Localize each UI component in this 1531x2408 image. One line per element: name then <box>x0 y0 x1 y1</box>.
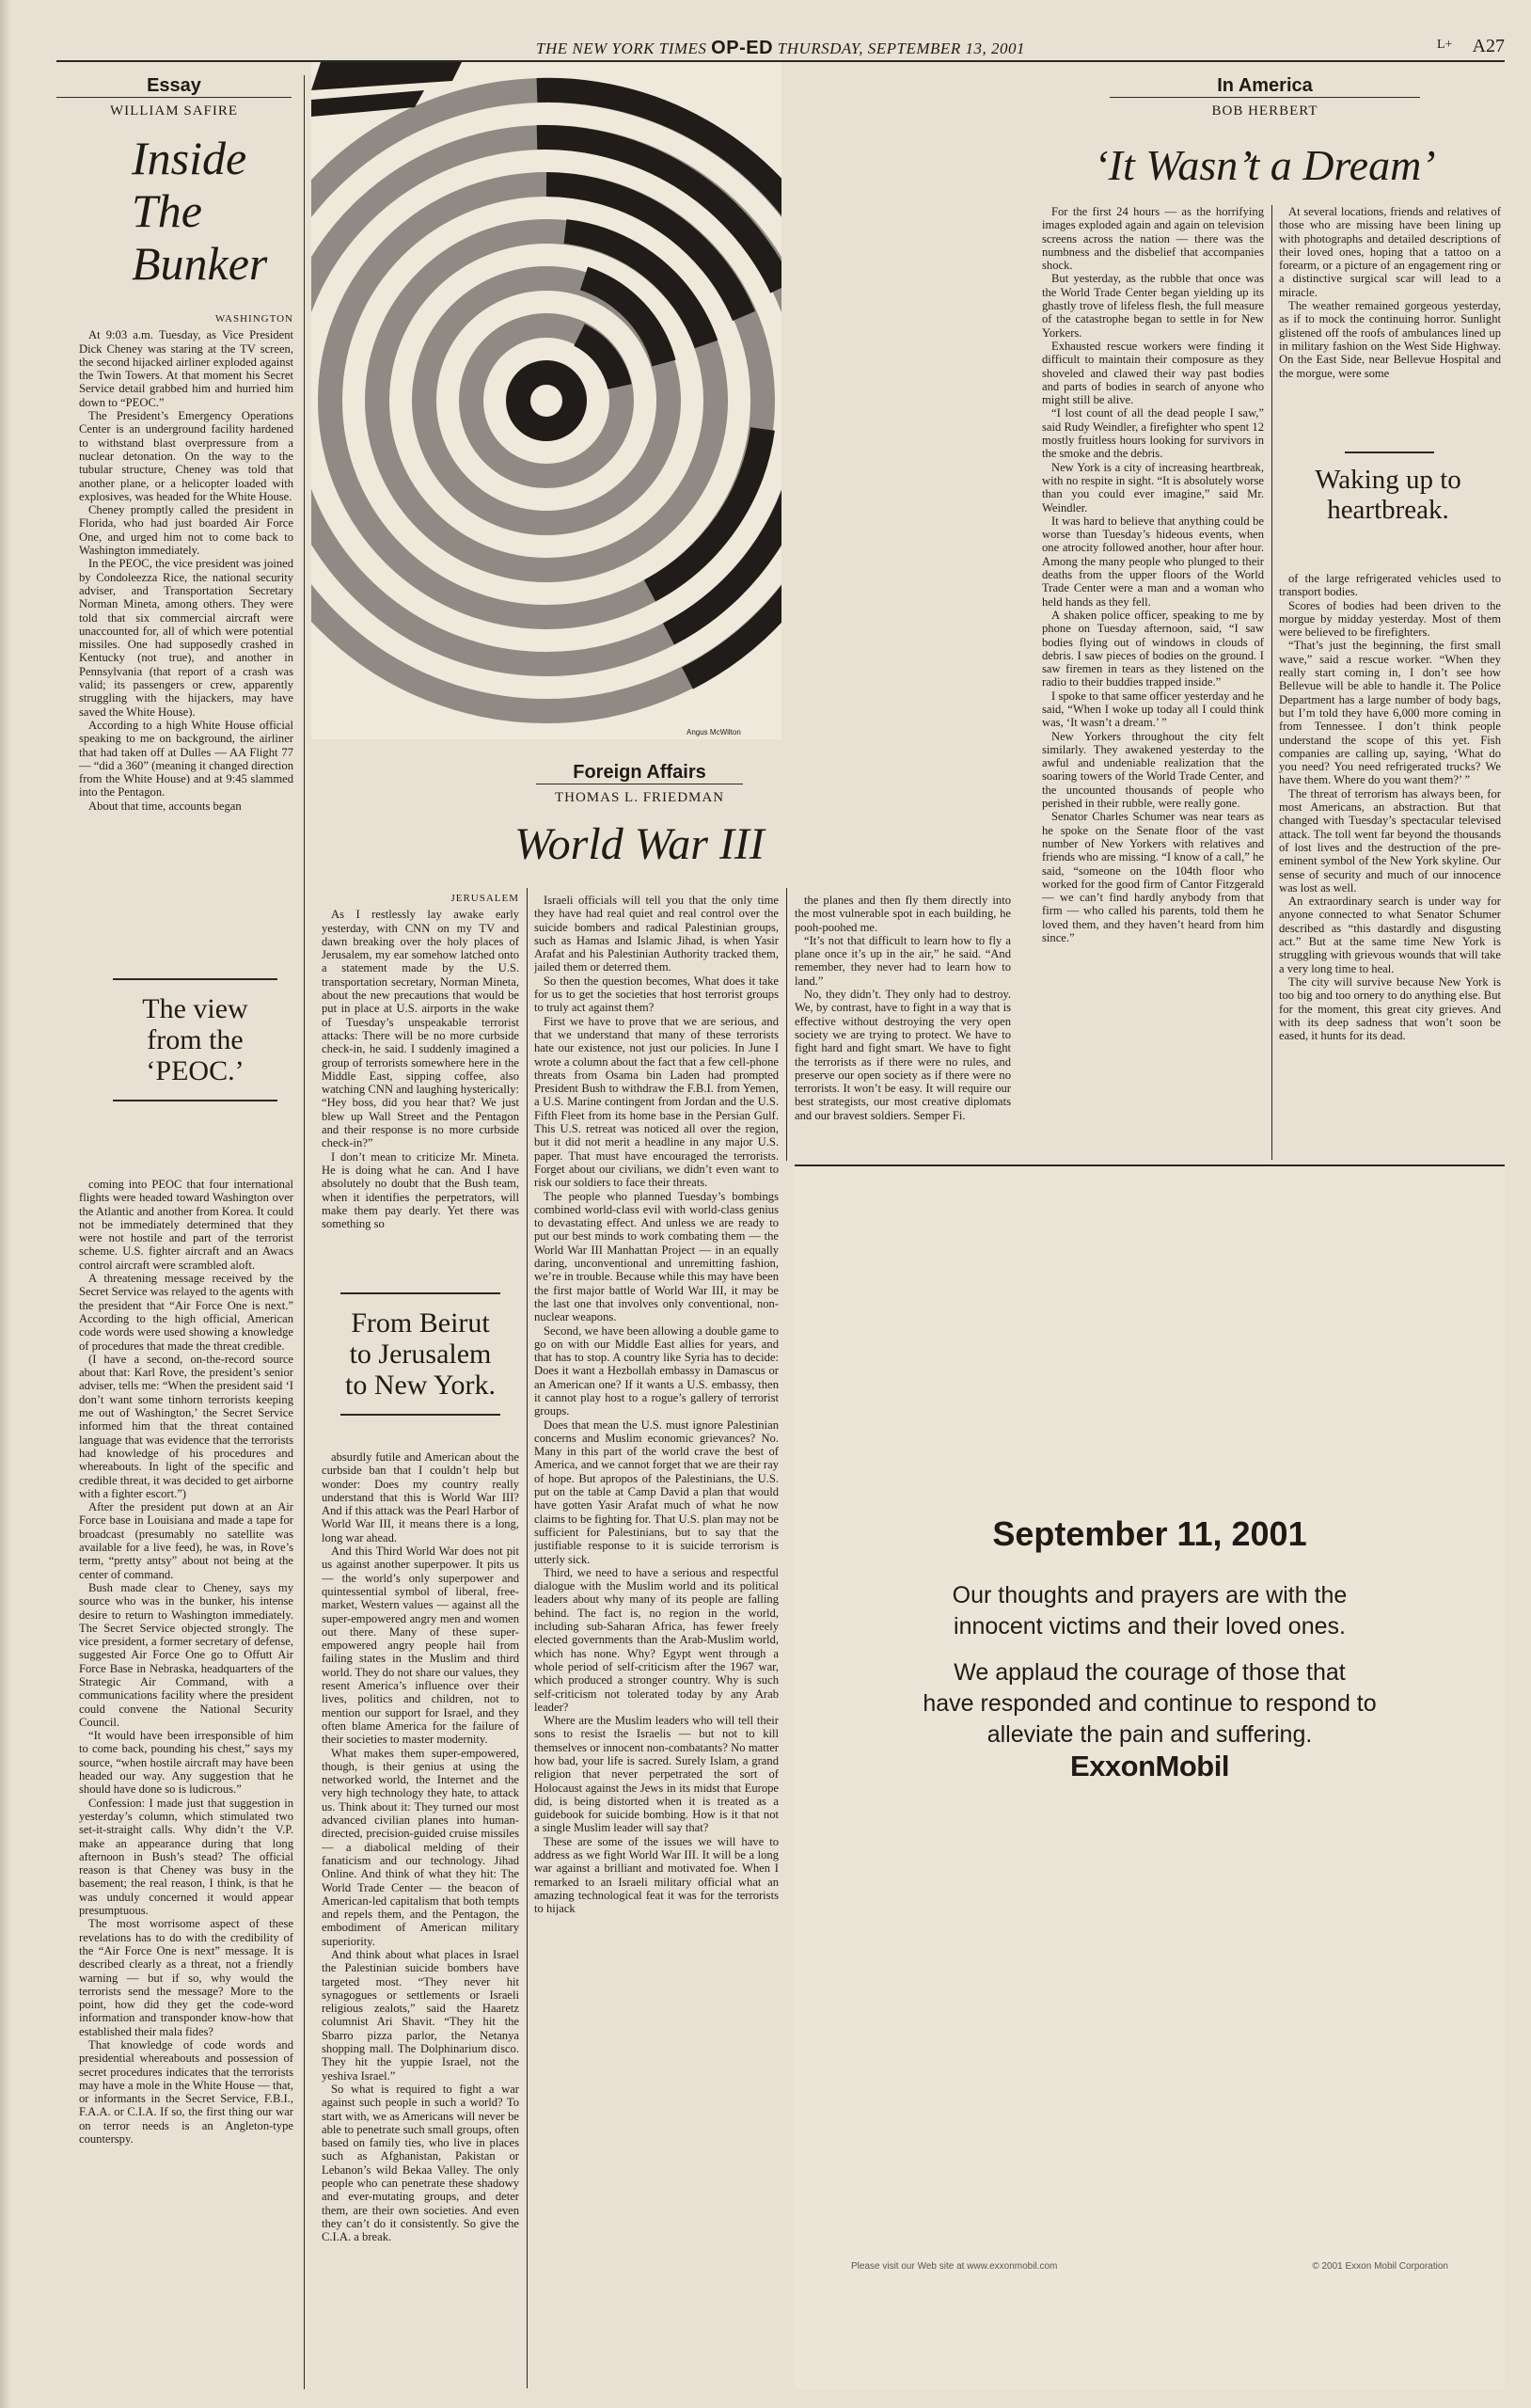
in-america-paragraph: “I lost count of all the dead people I saw,” said Rudy Weindler, a firefighter who spent 12 mostly fruitless hours looking for survivors in the smoke and the debris. <box>1042 406 1264 461</box>
column-rule <box>304 75 305 2389</box>
in-america-paragraph: Senator Charles Schumer was near tears as he spoke on the Senate floor of the vast number of New Yorkers with relatives and friends who are missing. “I know of a call,” he said, “someone on the 104th floor who worked for the good firm of Cantor Fitzgerald — we can’t find hardly anybody from that firm — who called his parents, told them he loved them, and they haven’t heard from him since.” <box>1042 810 1264 945</box>
foreign-affairs-paragraph: So what is required to fight a war against such people in such a world? To start with, we as Americans will never be able to penetrate such small groups, often based on family ties, who live in places such as Afghanistan, Pakistan or Lebanon’s wild Bekaa Valley. The only people who can penetrate these shadowy and ever-mutating groups, and deter them, are their own societies. And even they can’t do it consistently. So give the C.I.A. a break. <box>322 2082 519 2244</box>
foreign-affairs-column-2 <box>322 1450 519 2386</box>
pull-quote-rule <box>1345 452 1434 453</box>
issue-date: THURSDAY, SEPTEMBER 13, 2001 <box>777 40 1025 57</box>
in-america-column-3 <box>1279 572 1501 1160</box>
target-illustration <box>311 62 781 739</box>
essay-paragraph: That knowledge of code words and presidential whereabouts and possession of secret procedures indicates that the terrorists may have a mole in the White House — that, or informants in the Secret Service, F.B.I., F.A.A. or C.I.A. If so, the first thing our war on terror needs is an Angleton-type counterspy. <box>79 2038 293 2147</box>
foreign-affairs-paragraph: Second, we have been allowing a double game to go on with our Middle East allies for years, and that has to stop. A country like Syria has to decide: Does it want a Hezbollah embassy in Damascus or an American one? If it wants a U.S. embassy, then it cannot play host to a rogue’s gallery of terrorist groups. <box>534 1323 779 1418</box>
foreign-affairs-paragraph: Third, we need to have a serious and respectful dialogue with the Muslim world and its political leaders about why many of its people are falling behind. The fact is, no region in the world, including sub-Saharan Africa, has fewer freely elected governments than the Arab-Muslim world, which has none. Why? Egypt went through a whole period of self-criticism after the 1967 war, which produced a stronger country. Why is such self-criticism not tolerated today by any Arab leader? <box>534 1565 779 1714</box>
foreign-affairs-paragraph: I don’t mean to criticize Mr. Mineta. He is doing what he can. And I have absolutely no doubt that the Bush team, when it identifies the perpetrators, will make them pay dearly. Yet there was something so <box>322 1149 519 1231</box>
foreign-affairs-paragraph: absurdly futile and American about the curbside ban that I couldn’t help but wonder: Does my country really understand that this is World War III? And if this attack was the Pearl Harbor of World War III, it means there is a long, long war ahead. <box>322 1450 519 1545</box>
foreign-affairs-paragraph: And this Third World War does not pit us against another superpower. It pits us — the world’s only superpower and quintessential symbol of liberal, free-market, Western values — against all the super-empowered angry men and women out there. Many of these super-empowered angry people hail from failing states in the Muslim and third world. They do not share our values, they resent America’s influence over their lives, politics and children, not to mention our support for Israel, and they often blame America for the failure of their societies to master modernity. <box>322 1545 519 1747</box>
in-america-paragraph: Scores of bodies had been driven to the morgue by midday yesterday. Most of them were believed to be firefighters. <box>1279 598 1501 640</box>
exxonmobil-ad <box>795 1164 1505 2389</box>
ad-message-line: innocent victims and their loved ones. <box>954 1613 1346 1640</box>
in-america-byline: BOB HERBERT <box>1211 103 1318 119</box>
in-america-headline: ‘It Wasn’t a Dream’ <box>1094 141 1436 189</box>
masthead <box>56 36 1505 62</box>
essay-column-1 <box>79 310 293 969</box>
foreign-affairs-paragraph: Does that mean the U.S. must ignore Palestinian concerns and Muslim economic grievances? No. Many in this part of the world crave the best of America, and we cannot forget that we are their ray of hope. But apropos of the Palestinians, the U.S. put on the table at Camp David a plan that would have gotten Yasir Arafat much of what he now claims to be fighting for. That U.S. plan may not be sufficient for Palestinians, but to say that the justifiable response to it is suicide terrorism is utterly sick. <box>534 1418 779 1566</box>
ad-footer-copyright: © 2001 Exxon Mobil Corporation <box>1312 2261 1448 2272</box>
in-america-paragraph: New York is a city of increasing heartbreak, with no respite in sight. “It is absolutely worse than you could ever imagine,” said Mr. Weindler. <box>1042 460 1264 515</box>
essay-paragraph: The President’s Emergency Operations Center is an underground facility hardened to withstand blast overpressure from a nuclear detonation. On the way to the tubular structure, Cheney was told that another plane, or a helicopter loaded with explosives, was headed for the White House. <box>79 409 293 503</box>
foreign-affairs-paragraph: “It’s not that difficult to learn how to fly a plane once it’s up in the air,” he said. “And remember, they never had to learn how to land.” <box>795 933 1011 988</box>
foreign-affairs-paragraph: So then the question becomes, What does it take for us to get the societies that host terrorist groups to truly act against them? <box>534 974 779 1015</box>
exxonmobil-logo: ExxonMobil <box>1070 1750 1229 1782</box>
essay-paragraph: coming into PEOC that four international flights were headed toward Washington over the Atlantic and another from Korea. It could not be immediately determined that they were not hostile and part of the terrorist scheme. U.S. fighter aircraft and an Awacs control aircraft were scrambled aloft. <box>79 1178 293 1272</box>
essay-paragraph: About that time, accounts began <box>88 799 242 813</box>
essay-paragraph: A threatening message received by the Secret Service was relayed to the agents with the president that “Air Force One is next.” According to the high official, American code words were used showing a knowledge of procedures that made the threat credible. <box>79 1272 293 1353</box>
in-america-paragraph: The city will survive because New York is too big and too ornery to do anything else. But for the moment, this great city grieves. And with its deep sadness that won’t soon be eased, it hunts for its dead. <box>1279 974 1501 1043</box>
ad-message-line: Our thoughts and prayers are with the <box>952 1582 1348 1608</box>
essay-paragraph: After the president put down at an Air Force base in Louisiana and made a tape for broadcast (presumably no satellite was available for a live feed), he was, in Rove’s term, “pretty antsy” about not being at the center of command. <box>79 1500 293 1581</box>
essay-paragraph: Confession: I made just that suggestion in yesterday’s column, which stimulated two set-it-straight calls. Why didn’t the V.P. make an appearance during that long afternoon in Bush’s stead? The official reason is that Cheney was busy in the basement; the real reason, I think, is that he was unduly concerned it would appear presumptuous. <box>79 1796 293 1918</box>
in-america-paragraph: I spoke to that same officer yesterday and he said, “When I woke up today all I could think was, ‘It wasn’t a dream.’ ” <box>1042 689 1264 730</box>
in-america-paragraph: Exhausted rescue workers were finding it difficult to maintain their composure as they shoveled and clawed their way past bodies and parts of bodies in search of anyone who might still be alive. <box>1042 339 1264 407</box>
foreign-affairs-dateline: JERUSALEM <box>450 893 519 904</box>
essay-paragraph: According to a high White House official speaking to me on background, the airliner that had taken off at Dulles — AA Flight 77 — “did a 360” (meaning it changed direction from the White House) and at 9:45 slammed into the Pentagon. <box>79 718 293 800</box>
essay-paragraph: (I have a second, on-the-record source about that: Karl Rove, the president’s senior adviser, tells me: “When the president said ‘I don’t want some tinhorn terrorists keeping me out of Washington,’ the Secret Service informed him that the threat contained language that was evidence that the terrorists had knowledge of his procedures and whereabouts. In light of the specific and credible threat, it was decided to get airborne with a fighter escort.”) <box>79 1352 293 1500</box>
in-america-paragraph: At several locations, friends and relatives of those who are missing have been lining up with photographs and detailed descriptions of their loved ones, hoping that a tattoo on a forearm, or a picture of an engagement ring or a distinctive surgical scar will lead to a miracle. <box>1279 205 1501 299</box>
in-america-pull-quote: Waking up to heartbreak. <box>1315 465 1461 525</box>
essay-headline <box>132 132 310 290</box>
essay-kicker: Essay <box>56 75 292 98</box>
ad-message-2 <box>795 1657 1505 1751</box>
foreign-affairs-column-1 <box>322 890 519 1261</box>
essay-dateline: WASHINGTON <box>214 313 293 325</box>
in-america-paragraph: of the large refrigerated vehicles used to transport bodies. <box>1279 572 1501 599</box>
foreign-affairs-paragraph: The people who planned Tuesday’s bombings combined world-class evil with world-class genius to devastating effect. And unless we are ready to put our best minds to work combating them — the World War III Manhattan Project — in an equally daring, unconventional and unremitting fashion, we’re in trouble. Because while this may have been the first major battle of World War III, it may be the last one that involves only conventional, non-nuclear weapons. <box>534 1189 779 1324</box>
essay-paragraph: At 9:03 a.m. Tuesday, as Vice President Dick Cheney was staring at the TV screen, the second hijacked airliner exploded against the Twin Towers. At that moment his Secret Service detail grabbed him and hurried him down to “PEOC.” <box>79 328 293 409</box>
masthead-line <box>56 38 1505 59</box>
foreign-affairs-paragraph: the planes and then fly them directly into the most vulnerable spot in each building, he pooh-poohed me. <box>795 894 1011 934</box>
foreign-affairs-headline: World War III <box>514 819 765 869</box>
ad-message-line: alleviate the pain and suffering. <box>986 1721 1313 1748</box>
essay-paragraph: Cheney promptly called the president in Florida, who had just boarded Air Force One, and urged him not to come back to Washington immediately. <box>79 503 293 558</box>
foreign-affairs-paragraph: First we have to prove that we are serious, and that we understand that many of these terrorists hate our existence, not just our policies. In June I wrote a column about the fact that a few cell-phone threats from Osama bin Laden had prompted President Bush to withdraw the F.B.I. from Yemen, a U.S. Marine contingent from Jordan and the U.S. Fifth Fleet from its home base in the Persian Gulf. This U.S. retreat was noticed all over the region, but it did not merit a headline in any major U.S. paper. That must have encouraged the terrorists. Forget about our civilians, we didn’t even want to risk our soldiers to face their threats. <box>534 1014 779 1190</box>
essay-pull-quote: The view from the ‘PEOC.’ <box>113 978 277 1101</box>
publication-name: THE NEW YORK TIMES <box>536 40 707 57</box>
in-america-paragraph: The threat of terrorism has always been, for most Americans, an abstraction. But that changed with Tuesday’s spectacular televised attack. The toll went far beyond the thousands of lost lives and the destruction of the pre-eminent symbol of the New York skyline. Our sense of security and much of our innocence was lost as well. <box>1279 786 1501 895</box>
in-america-paragraph: New Yorkers throughout the city felt similarly. They awakened yesterday to the awful and undeniable realization that the soaring towers of the World Trade Center, and the uncounted thousands of people who perished in their rubble, were really gone. <box>1042 729 1264 811</box>
foreign-affairs-paragraph: These are some of the issues we will have to address as we fight World War III. It will be a long war against a brilliant and motivated foe. When I remarked to an Israeli military official what an amazing technological feat it was for the terrorists to hijack <box>534 1834 779 1916</box>
in-america-column-1 <box>1042 205 1264 1160</box>
foreign-affairs-column-3 <box>534 894 779 2384</box>
column-rule <box>1271 205 1272 1160</box>
foreign-affairs-paragraph: And think about what places in Israel the Palestinian suicide bombers have targeted most. “They never hit synagogues or settlements or Israeli religious zealots,” said the Haaretz columnist Ari Shavit. “They hit the Sbarro pizza parlor, the Netanya shopping mall. The Dolphinarium disco. They hit the yuppie Israel, not the yeshiva Israel.” <box>322 1947 519 2083</box>
in-america-paragraph: An extraordinary search is under way for anyone connected to what Senator Schumer described as “this dastardly and disgusting act.” But at the same time New York is struggling with grievous wounds that will take a very long time to heal. <box>1279 895 1501 975</box>
essay-headline-line: Inside <box>132 132 247 184</box>
ad-message-line: We applaud the courage of those that <box>954 1659 1346 1686</box>
ad-message-1 <box>795 1580 1505 1642</box>
essay-byline: WILLIAM SAFIRE <box>109 103 239 119</box>
foreign-affairs-pull-quote: From Beirut to Jerusalem to New York. <box>340 1292 500 1416</box>
in-america-paragraph: The weather remained gorgeous yesterday, as if to mock the continuing horror. Sunlight glistened off the roofs of ambulances lined up in military fashion on the West Side Highway. On the East Side, near Bellevue Hospital and the morgue, were some <box>1279 299 1501 380</box>
in-america-paragraph: But yesterday, as the rubble that once was the World Trade Center began yielding up its ghastly trove of lifeless flesh, the full measure of the catastrophe began to settle in for New Yorkers. <box>1042 272 1264 340</box>
page-number: A27 <box>1472 36 1505 56</box>
in-america-column-2 <box>1279 205 1501 478</box>
foreign-affairs-paragraph: Israeli officials will tell you that the only time they have had real quiet and real control over the suicide bombers and radical Palestinian groups, such as Hamas and Islamic Jihad, is when Yasir Arafat and his Palestinian Authority tracked them, jailed them or deterred them. <box>534 894 779 974</box>
essay-paragraph: In the PEOC, the vice president was joined by Condoleezza Rice, the national security adviser, and Transportation Secretary Norman Mineta, among others. They were told that six commercial aircraft were unaccounted for, all of which were potential missiles. One had supposedly crashed in Kentucky (not true), and another in Pennsylvania (that report of a crash was valid; its passengers or crew, apparently struggling with the hijackers, may have saved the White House). <box>79 557 293 719</box>
in-america-paragraph: A shaken police officer, speaking to me by phone on Tuesday afternoon, said, “I saw bodies flying out of windows in clouds of debris. I saw pieces of bodies on the ground. I saw firemen in tears as they listened on the radio to their buddies trapped inside.” <box>1042 608 1264 689</box>
in-america-kicker: In America <box>1110 75 1420 98</box>
essay-headline-line: Bunker <box>132 237 268 290</box>
in-america-paragraph: For the first 24 hours — as the horrifying images exploded again and again on television screens across the nation — there was the numbness and the disbelief that accompanies shock. <box>1042 205 1264 273</box>
essay-headline-line: The <box>132 184 202 237</box>
essay-paragraph: “It would have been irresponsible of him to come back, pounding his chest,” says my source, “when hostile aircraft may have been headed our way. Any suggestion that he should have done so is ludicrous.” <box>79 1729 293 1797</box>
illustration-credit: Angus McWilton <box>687 728 741 737</box>
ad-footer-website: Please visit our Web site at www.exxonmobil.com <box>851 2261 1058 2272</box>
edition-mark: L+ <box>1437 38 1453 52</box>
foreign-affairs-paragraph: No, they didn’t. They only had to destroy. We, by contrast, have to fight in a way that is effective without destroying the very open society we are trying to protect. We have to fight hard and fight smart. We have to fight the terrorists as if there were no rules, and preserve our open society as if there were no terrorists. It won’t be easy. It will require our best strategists, our most creative diplomats and our bravest soldiers. Semper Fi. <box>795 988 1011 1122</box>
foreign-affairs-paragraph: What makes them super-empowered, though, is their genius at using the networked world, the Internet and the very high technology they hate, to attack us. Think about it: They turned our most advanced civilian planes into human-directed, precision-guided cruise missiles — a diabolical melding of their fanaticism and our technology. Jihad Online. And think of what they hit: The World Trade Center — the beacon of American-led capitalism that both tempts and repels them, and the Pentagon, the embodiment of American military superiority. <box>322 1746 519 1948</box>
foreign-affairs-paragraph: Where are the Muslim leaders who will tell their sons to resist the Israelis — but not to kill themselves or innocent non-combatants? No matter how bad, your life is sacred. Surely Islam, a grand religion that never perpetrated the sort of Holocaust against the Jews in its midst that Europe did, is being distorted when it is treated as a guidebook for suicide bombing. How is it that not a single Muslim leader will say that? <box>534 1714 779 1835</box>
essay-column-2 <box>79 1178 293 2386</box>
foreign-affairs-column-4 <box>795 894 1011 1159</box>
in-america-paragraph: “That’s just the beginning, the first small wave,” said a rescue worker. “When they really start coming in, I don’t see how Bellevue will be able to handle it. The Police Department has a large number of body bags, but I’m told they have 6,000 more coming in from Tennessee. I don’t think people understand the scope of this yet. Fish companies are calling up, saying, ‘What do you need? You need refrigerated trucks? We have them. Where do you want them?’ ” <box>1279 639 1501 787</box>
essay-paragraph: Bush made clear to Cheney, says my source who was in the bunker, his intense desire to return to Washington immediately. The Secret Service objected strongly. The vice president, a former secretary of defense, suggested Air Force One go to Offutt Air Force Base in Nebraska, headquarters of the Strategic Air Command, with a communications facility where the president could convene the National Security Council. <box>79 1580 293 1729</box>
ad-message-line: have responded and continue to respond to <box>923 1690 1377 1717</box>
foreign-affairs-kicker: Foreign Affairs <box>536 762 743 784</box>
page-gutter-shadow <box>0 0 11 2408</box>
foreign-affairs-byline: THOMAS L. FRIEDMAN <box>554 790 725 805</box>
ad-title: September 11, 2001 <box>992 1514 1307 1553</box>
essay-paragraph: The most worrisome aspect of these revelations has to do with the credibility of the “Air Force One is next” message. It is described clearly as a threat, not a friendly warning — but if so, why would the terrorists send the message? More to the point, how did they get the code-word information and transponder know-how that established their mala fides? <box>79 1917 293 2038</box>
column-rule <box>527 888 528 2388</box>
in-america-paragraph: It was hard to believe that anything could be worse than Tuesday’s hideous events, when one atrocity followed another, hour after hour. Among the many people who plunged to their deaths from the upper floors of the World Trade Center were a man and a woman who held hands as they fell. <box>1042 514 1264 609</box>
foreign-affairs-paragraph: As I restlessly lay awake early yesterday, with CNN on my TV and dawn breaking over the holy places of Jerusalem, my ear somehow latched onto a statement made by the U.S. transportation secretary, Norman Mineta, about the new precautions that would be put in place at U.S. airports in the wake of Tuesday’s unspeakable terrorist attacks: There will be no more curbside check-in, he said. I suddenly imagined a group of terrorists somewhere here in the Middle East, sipping coffee, also watching CNN and laughing hysterically: “Hey boss, did you hear that? We just blew up Wall Street and the Pentagon and their response is no more curbside check-in?” <box>322 908 519 1150</box>
target-rings-graphic <box>311 62 781 739</box>
column-rule <box>786 888 787 1161</box>
section-name: OP-ED <box>711 38 774 58</box>
